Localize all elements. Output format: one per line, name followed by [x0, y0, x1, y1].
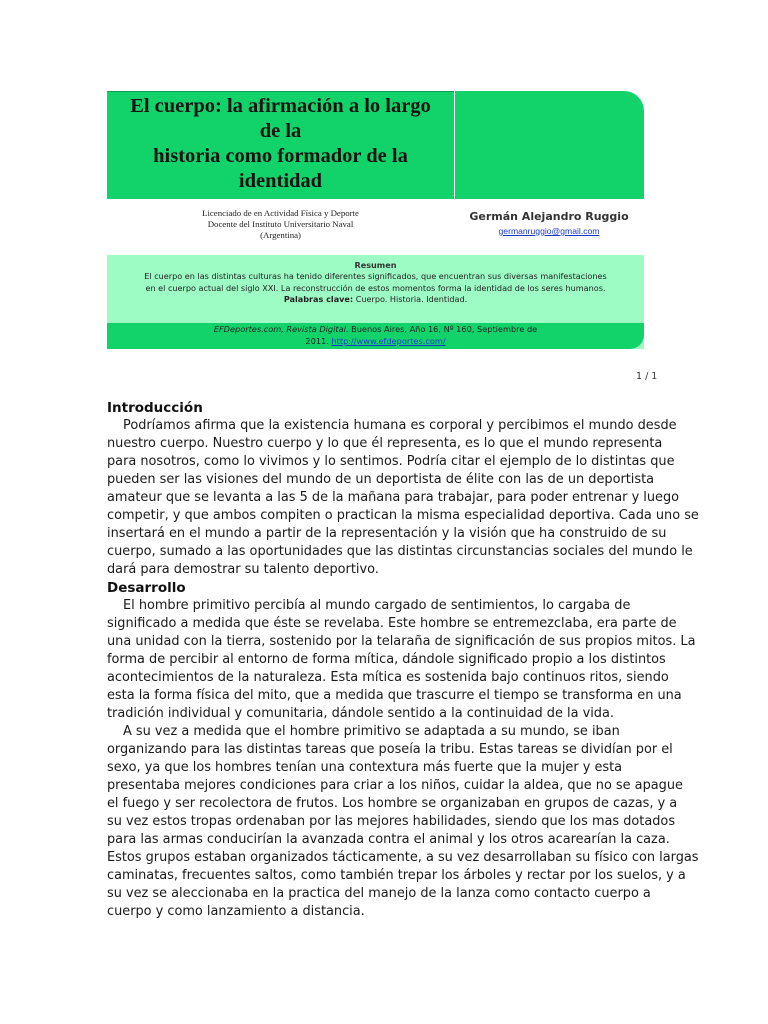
author-affiliation [107, 203, 454, 255]
journal-name[interactable]: EFDeportes.com, Revista Digital [213, 324, 346, 334]
paragraph-line: pueden ser las visiones del mundo de un deportista de élite con las de un deportista [107, 472, 655, 487]
abstract-line: El cuerpo en las distintas culturas ha tenido diferentes significados, que encuentran sus diversas manifestaciones [144, 271, 607, 282]
paragraph-line: caminatas, frecuentes saltos, como también trepar los árboles y rectar por los suelos, y a [107, 868, 686, 883]
affiliation-line: Licenciado de en Actividad Física y Deporte [202, 208, 359, 218]
keywords-label: Palabras clave: [283, 293, 354, 304]
abstract-heading: Resumen [354, 260, 397, 270]
paragraph-line: su vez se aleccionaba en la practica del manejo de la lanza como contacto cuerpo a [107, 886, 651, 901]
title-band-right [455, 91, 644, 199]
article-title [107, 91, 454, 199]
paragraph-line: El hombre primitivo percibía al mundo cargado de sentimientos, lo cargaba de [123, 598, 631, 613]
title-line: El cuerpo: la afirmación a lo largo [130, 95, 431, 117]
affiliation-line: (Argentina) [260, 230, 301, 240]
citation-details: . Buenos Aires, Año 16, Nº 160, Septiembre de [345, 324, 538, 334]
author-name: Germán Alejandro Ruggio [469, 210, 629, 223]
citation-year: 2011. [305, 335, 332, 346]
article-header [107, 91, 644, 349]
paragraph-line: cuerpo, sumado a las oportunidades que las distintas circunstancias sociales del mundo le [107, 544, 693, 559]
paragraph-line: Podríamos afirma que la existencia humana es corporal y percibimos el mundo desde [123, 418, 677, 433]
journal-url-link[interactable]: http://www.efdeportes.com/ [331, 335, 446, 346]
paragraph-line: A su vez a medida que el hombre primitivo se adaptada a su mundo, se iban [123, 724, 620, 739]
author-block [454, 203, 644, 255]
affiliation-line: Docente del Instituto Universitario Naval [207, 219, 354, 229]
paragraph-line: cuerpo y como lanzamiento a distancia. [107, 904, 365, 919]
section-heading: Desarrollo [107, 580, 186, 596]
title-line: identidad [238, 170, 323, 192]
paragraph-line: insertará en el mundo a partir de la representación y la visión que ha construido de su [107, 526, 667, 541]
paragraph-line: para nosotros, como lo vivimos y lo sentimos. Podría citar el ejemplo de lo distintas que [107, 454, 675, 469]
author-email-link[interactable]: germanruggio@gmail.com [498, 226, 600, 236]
paragraph-line: el fuego y ser recolectora de frutos. Los hombre se organizaban en grupos de cazas, y a [107, 796, 678, 811]
paragraph [107, 417, 699, 579]
paragraph-line: competir, y que ambos compiten o practican la misma especialidad deportiva. Cada uno se [107, 508, 699, 523]
paragraph-line: organizando para las distintas tareas que poseía la tribu. Estas tareas se dividían por el [107, 742, 673, 757]
section-heading: Introducción [107, 400, 203, 416]
paragraph [107, 723, 699, 921]
citation-bar [107, 323, 644, 349]
keywords-value: Cuerpo. Historia. Identidad. [353, 293, 468, 304]
paragraph-line: para las armas conducirían la avanzada contra el animal y los otros acarearían la caza. [107, 832, 670, 847]
paragraph-line: presentaba mejores condiciones para criar a los niños, cuidar la aldea, que no se apague [107, 778, 683, 793]
paragraph-line: una unidad con la tierra, sostenido por la telaraña de significación de sus propios mitos. La [107, 634, 696, 649]
page-indicator: 1 / 1 [636, 371, 658, 382]
paragraph-line: amateur que se levanta a las 5 de la mañana para trabajar, para poder entrenar y luego [107, 490, 680, 505]
paragraph-line: Estos grupos estaban organizados tácticamente, a su vez desarrollaban su físico con largas [107, 850, 699, 865]
paragraph-line: nuestro cuerpo. Nuestro cuerpo y lo que él representa, es lo que el mundo representa [107, 436, 663, 451]
title-line: historia como formador de la [153, 145, 408, 167]
paragraph-line: acontecimientos de la naturaleza. Esta mítica es sostenida bajo continuos ritos, siendo [107, 670, 669, 685]
title-band [107, 91, 644, 199]
paragraph-line: forma de percibir al entorno de forma mítica, dándole significado propio a los distintos [107, 652, 666, 667]
paragraph-line: tradición individual y comunitaria, dándole sentido a la continuidad de la vida. [107, 706, 614, 721]
title-line: de la [259, 120, 302, 142]
abstract-line: en el cuerpo actual del siglo XXI. La reconstrucción de estos momentos forma la identidad de los seres humanos. [145, 282, 606, 293]
paragraph-line: sexo, ya que los hombres tenían una contextura más fuerte que la mujer y esta [107, 760, 623, 775]
paragraph-line: su vez estos tropas ordenaban por las mejores habilidades, siendo que los mas dotados [107, 814, 676, 829]
paragraph [107, 597, 696, 723]
paragraph-line: significado a medida que éste se revelaba. Este hombre se entremezclaba, era parte de [107, 616, 677, 631]
article-body [107, 399, 699, 921]
author-row [107, 203, 644, 255]
keywords [107, 294, 644, 305]
abstract-box [107, 255, 644, 349]
paragraph-line: dará para demostrar su talento deportivo. [107, 562, 379, 577]
paragraph-line: esta la forma física del mito, que a medida que trascurre el tiempo se transforma en una [107, 688, 682, 703]
